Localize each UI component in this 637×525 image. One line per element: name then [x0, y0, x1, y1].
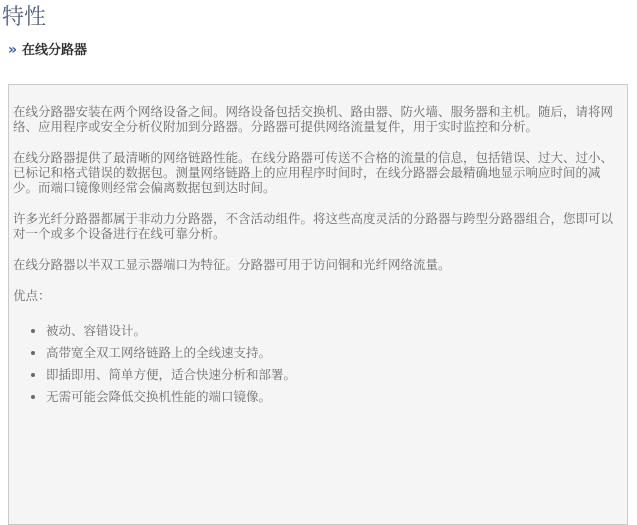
- page-title: 特性: [2, 5, 47, 30]
- paragraph: 许多光纤分路器都属于非动力分路器，不含活动组件。将这些高度灵活的分路器与跨型分路器组合，您即可以对一个或多个设备进行在线可靠分析。: [13, 211, 614, 241]
- list-item: • 高带宽全双工网络链路上的全线速支持。: [46, 345, 617, 360]
- list-item: • 即插即用、简单方便，适合快速分析和部署。: [46, 367, 617, 382]
- list-item: • 无需可能会降低交换机性能的端口镜像。: [46, 389, 617, 404]
- list-item: • 被动、容错设计。: [46, 323, 617, 338]
- benefits-list: [13, 323, 617, 404]
- section-heading-label: 在线分路器: [22, 43, 88, 58]
- benefits-label: 优点：: [13, 288, 51, 303]
- section-heading: [8, 43, 637, 58]
- paragraph: 在线分路器以半双工显示器端口为特征。分路器可用于访问铜和光纤网络流量。: [13, 257, 451, 272]
- chevron-right-icon: »: [8, 42, 18, 58]
- paragraph: 在线分路器提供了最清晰的网络链路性能。在线分路器可传送不合格的流量的信息，包括错误、过大、过小、已标记和格式错误的数据包。测量网络链路上的应用程序时间时，在线分路器会最精确地显示响应时间的减少。而端口镜像则经常会偏离数据包到达时间。: [13, 150, 614, 195]
- page: [0, 4, 637, 525]
- paragraph: 在线分路器安装在两个网络设备之间。网络设备包括交换机、路由器、防火墙、服务器和主机。随后，请将网络、应用程序或安全分析仪附加到分路器。分路器可提供网络流量复件，用于实时监控和分析。: [13, 104, 614, 134]
- content-box: [8, 84, 628, 525]
